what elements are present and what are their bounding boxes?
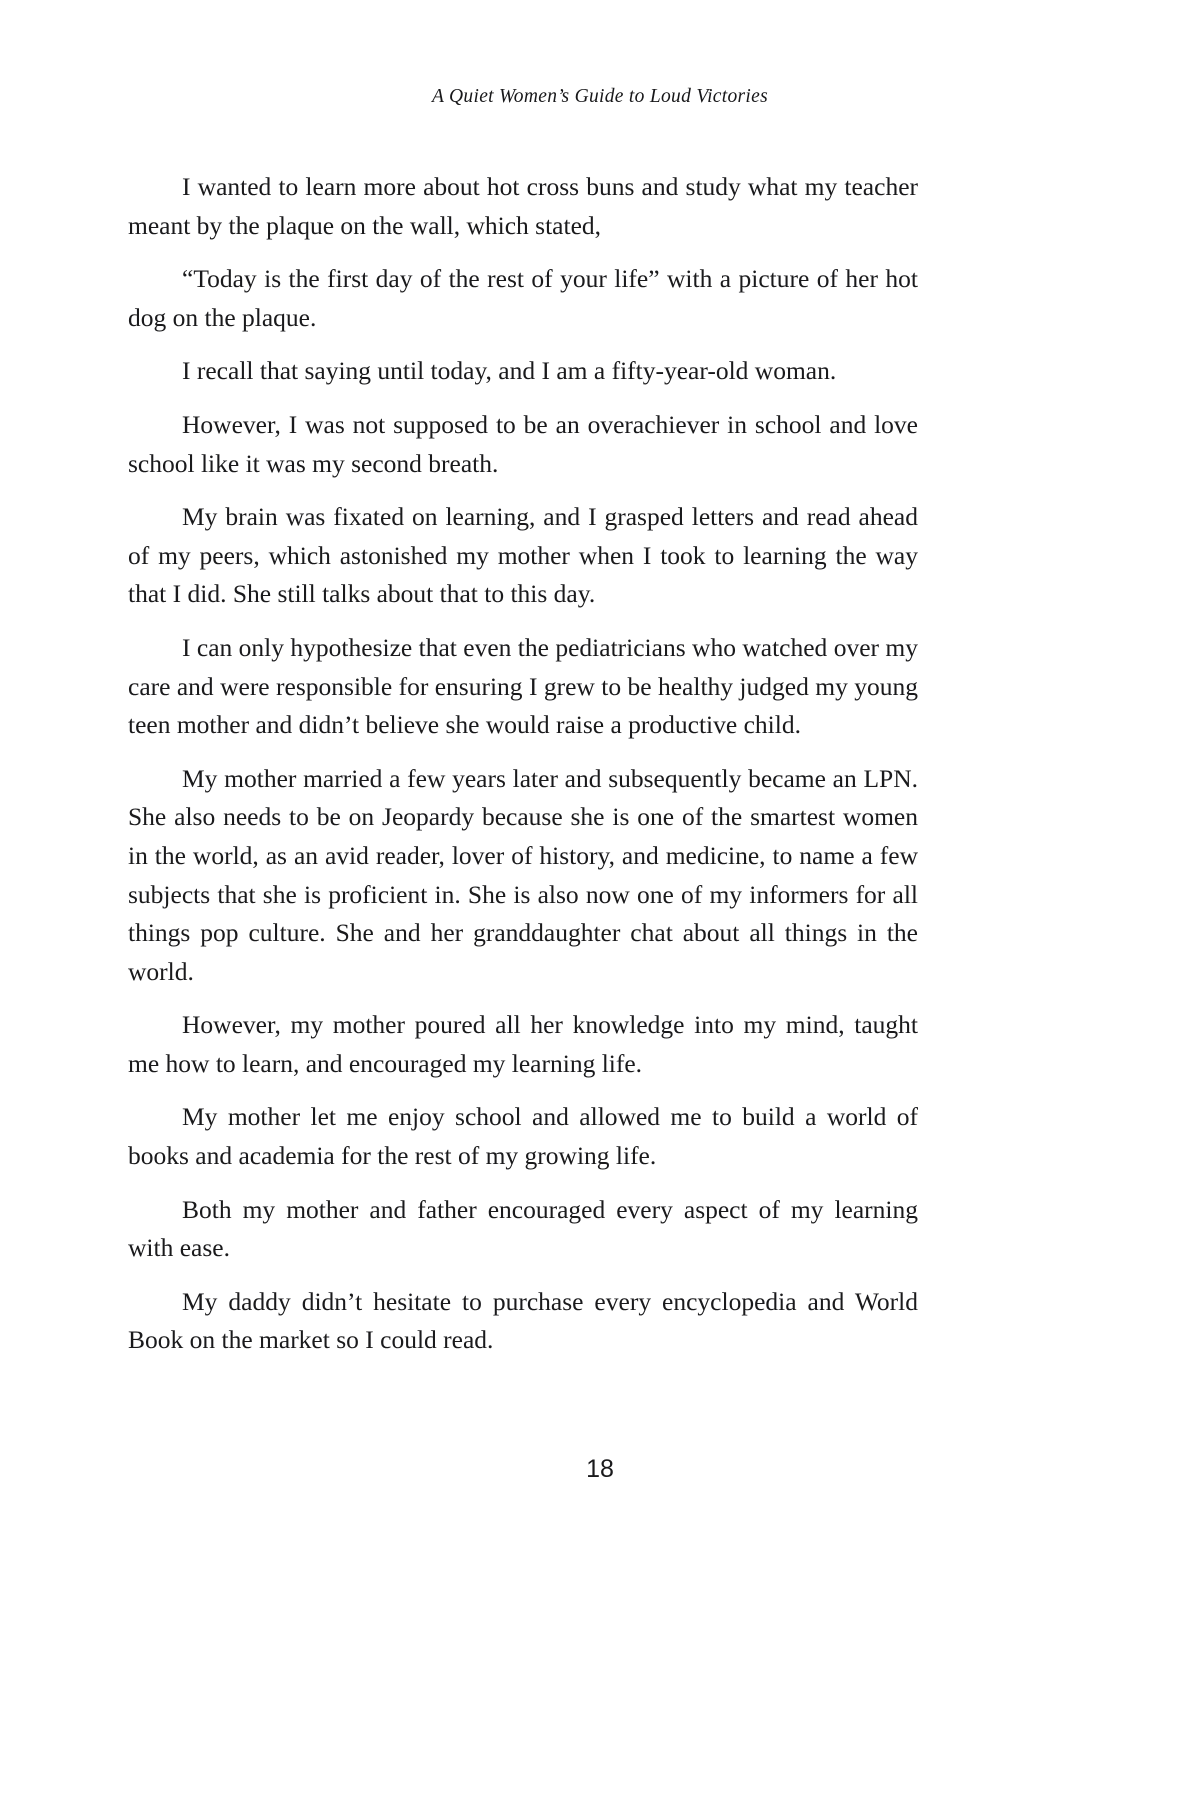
- paragraph: Both my mother and father encouraged every aspect of my learning with ease.: [128, 1194, 918, 1263]
- paragraph: I can only hypothesize that even the pediatricians who watched over my care and were responsible for ensuring I grew to be healthy judged my young teen mother and didn’t believe she would raise a productive child.: [128, 632, 918, 740]
- paragraph: My brain was fixated on learning, and I grasped letters and read ahead of my peers, which astonished my mother when I took to learning the way that I did. She still talks about that to this day.: [128, 502, 918, 609]
- paragraph: I wanted to learn more about hot cross buns and study what my teacher meant by the plaque on the wall, which stated,: [128, 172, 918, 240]
- page-number: 18: [586, 1455, 614, 1483]
- paragraph: I recall that saying until today, and I am a fifty-year-old woman.: [182, 356, 837, 386]
- paragraph: My mother let me enjoy school and allowed me to build a world of books and academia for the rest of my growing life.: [128, 1102, 918, 1171]
- paragraph: My mother married a few years later and subsequently became an LPN. She also needs to be on Jeopardy because she is one of the smartest women in the world, as an avid reader, lover of history, and medicine, to name a few subjects that she is proficient in. She is also now one of my informers for all things pop culture. She and her granddaughter chat about all things in the world.: [128, 763, 918, 986]
- paragraph: However, I was not supposed to be an overachiever in school and love school like it was my second breath.: [128, 409, 918, 478]
- paragraph: “Today is the first day of the rest of your life” with a picture of her hot dog on the plaque.: [128, 264, 918, 332]
- body-text-block: [128, 168, 918, 1360]
- paragraph: My daddy didn’t hesitate to purchase every encyclopedia and World Book on the market so I could read.: [128, 1286, 918, 1355]
- paragraph: However, my mother poured all her knowledge into my mind, taught me how to learn, and encouraged my learning life.: [128, 1010, 918, 1078]
- running-header: A Quiet Women’s Guide to Loud Victories: [432, 86, 768, 107]
